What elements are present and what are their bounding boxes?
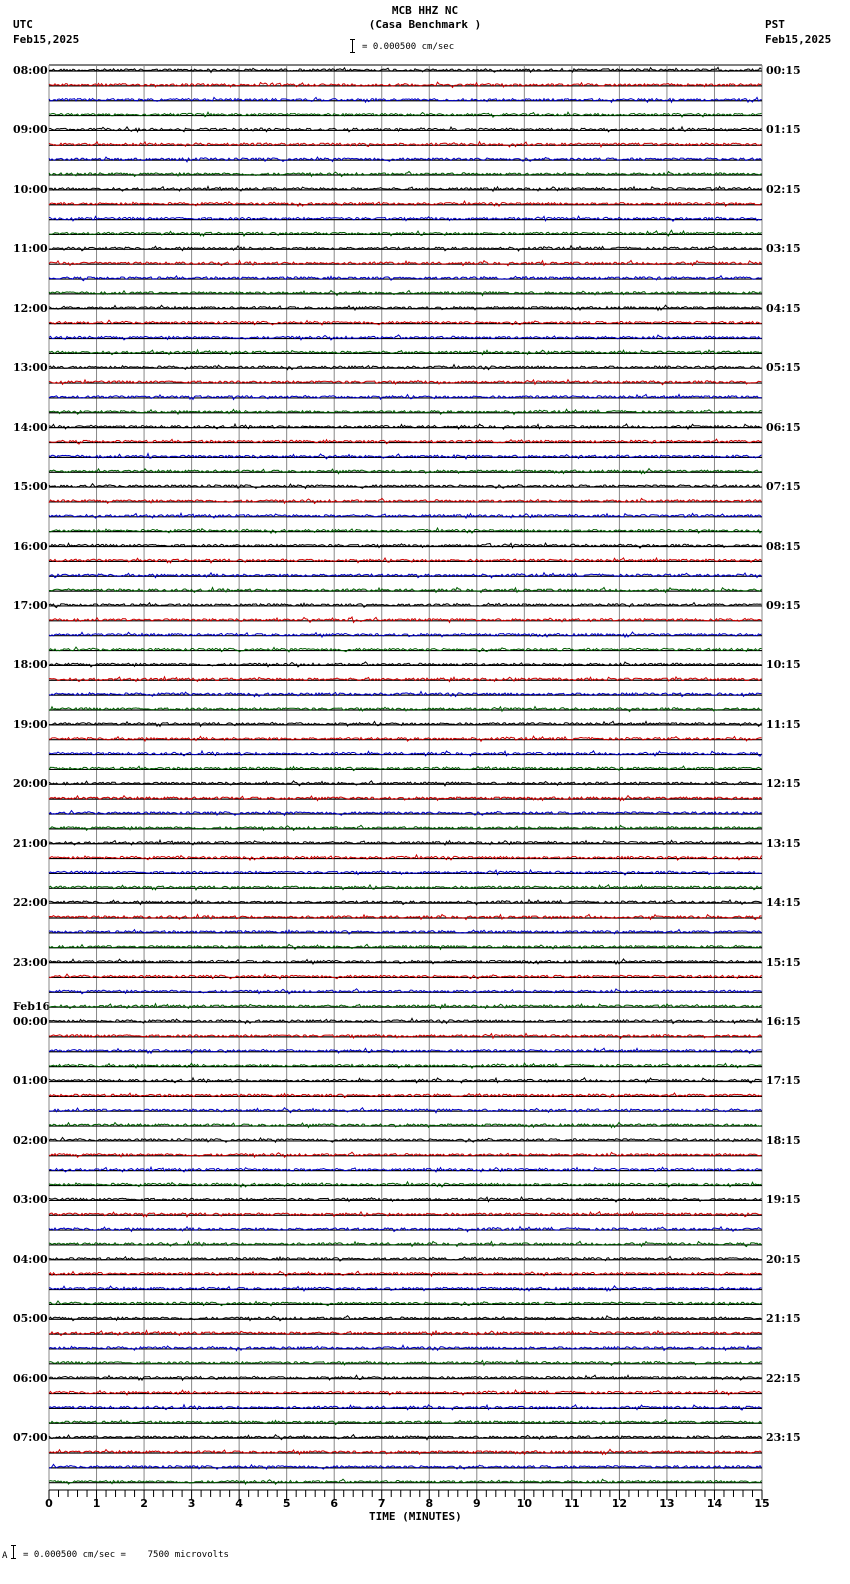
pst-hour-label: 05:15 [766,361,801,375]
x-tick-label: 9 [472,1497,481,1510]
x-tick-label: 8 [425,1497,434,1510]
x-tick-label: 12 [611,1497,628,1510]
utc-hour-label: 02:00 [13,1133,48,1147]
x-tick-label: 14 [706,1497,723,1510]
date-change-label: Feb16 [13,1000,51,1014]
x-tick-label: 1 [92,1497,101,1510]
utc-hour-label: 17:00 [13,598,48,612]
x-tick-label: 0 [45,1497,53,1510]
x-tick-label: 15 [754,1497,770,1510]
utc-hour-label: 19:00 [13,717,48,731]
x-tick-label: 10 [516,1497,532,1510]
pst-hour-label: 03:15 [766,242,801,256]
pst-hour-label: 20:15 [766,1252,801,1266]
pst-hour-label: 13:15 [766,836,801,850]
pst-hour-label: 16:15 [766,1015,801,1029]
x-tick-label: 6 [330,1497,339,1510]
utc-hour-label: 23:00 [13,955,48,969]
utc-hour-label: 13:00 [13,361,48,375]
utc-hour-label: 15:00 [13,480,48,494]
utc-hour-label: 21:00 [13,836,48,850]
utc-hour-label: 09:00 [13,123,48,137]
x-tick-label: 11 [564,1497,580,1510]
right-date: Feb15,2025 [765,33,832,46]
footer-prefix: A [2,1551,8,1561]
pst-hour-label: 10:15 [766,658,801,672]
utc-hour-label: 08:00 [13,64,48,77]
pst-hour-label: 22:15 [766,1371,801,1385]
utc-hour-label: 14:00 [13,420,48,434]
utc-hour-label: 20:00 [13,777,48,791]
scale-label: = 0.000500 cm/sec [362,42,455,52]
utc-hour-label: 12:00 [13,301,48,315]
utc-hour-label: 18:00 [13,658,48,672]
utc-hour-label: 10:00 [13,182,48,196]
x-tick-label: 13 [659,1497,675,1510]
pst-hour-label: 21:15 [766,1312,801,1326]
pst-hour-label: 08:15 [766,539,801,553]
pst-hour-label: 23:15 [766,1431,801,1445]
right-timezone: PST [765,18,785,31]
pst-hour-label: 14:15 [766,896,801,910]
utc-hour-label: 04:00 [13,1252,48,1266]
x-tick-label: 3 [187,1497,196,1510]
pst-hour-label: 04:15 [766,301,801,315]
left-timezone: UTC [13,18,33,31]
footer-scale-bar-icon [13,1545,19,1559]
utc-hour-label: 00:00 [13,1015,48,1029]
x-tick-label: 4 [235,1497,243,1510]
pst-hour-label: 17:15 [766,1074,801,1088]
utc-hour-label: 07:00 [13,1431,48,1445]
x-tick-label: 7 [377,1497,386,1510]
pst-hour-label: 15:15 [766,955,801,969]
station-title: MCB HHZ NC [391,4,459,17]
pst-hour-label: 01:15 [766,123,801,137]
pst-hour-label: 02:15 [766,182,801,196]
utc-hour-label: 06:00 [13,1371,48,1385]
pst-hour-label: 06:15 [766,420,801,434]
pst-hour-label: 09:15 [766,598,801,612]
utc-hour-label: 11:00 [13,242,48,256]
pst-hour-label: 00:15 [766,64,801,77]
utc-hour-label: 05:00 [13,1312,48,1326]
x-axis-title: TIME (MINUTES) [369,1510,462,1523]
pst-hour-label: 18:15 [766,1133,801,1147]
x-tick-label: 2 [140,1497,148,1510]
site-title: (Casa Benchmark ) [368,18,482,31]
x-tick-label: 5 [282,1497,291,1510]
footer-scale-label: = 0.000500 cm/sec = 7500 microvolts [23,1550,229,1560]
utc-hour-label: 03:00 [13,1193,48,1207]
left-date: Feb15,2025 [13,33,80,46]
pst-hour-label: 07:15 [766,480,801,494]
utc-hour-label: 01:00 [13,1074,48,1088]
utc-hour-label: 16:00 [13,539,48,553]
pst-hour-label: 12:15 [766,777,801,791]
utc-hour-label: 22:00 [13,896,48,910]
pst-hour-label: 19:15 [766,1193,801,1207]
pst-hour-label: 11:15 [766,717,801,731]
